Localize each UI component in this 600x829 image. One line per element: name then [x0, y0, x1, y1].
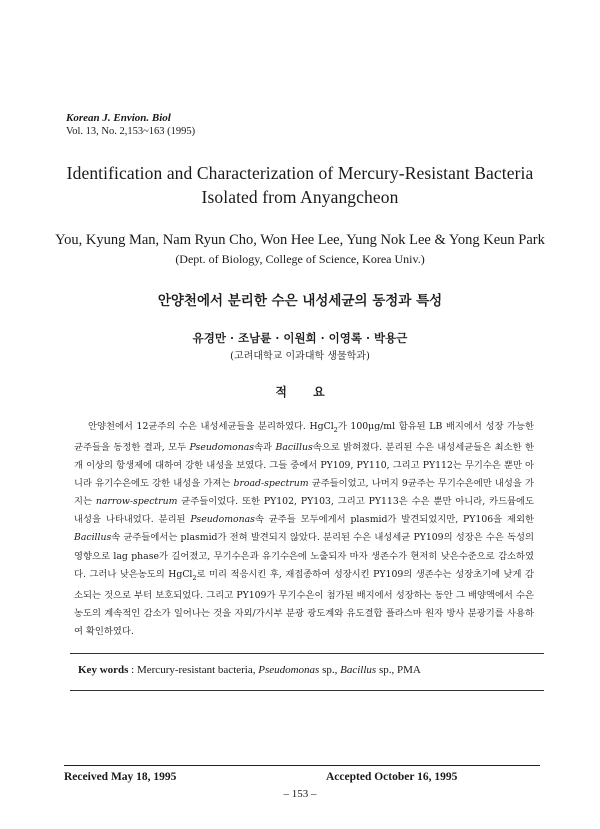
abstract-paragraph: [74, 418, 534, 641]
keyword-genus: Pseudomonas: [258, 664, 320, 676]
abstract-text: 로 미리 적응시킨 후, 재접종하여 성장시킨 PY109의 생존수는 성장초기에 낮게 감소되는 것으로 부터 보호되었다. 그리고 PY109가 무기수은이 첨가된 배지에서 성장하는 동안 그 배양액에서 수은농도의 계속적인 감소가 일어나는 것을 자외/가시부 분광 광도계와 유도결합 플라스마 원자 방사 분광기를 사용하여 확인하였다.: [74, 568, 534, 637]
abstract-text: 속 균주들 모두에게서 plasmid가 발견되었지만, PY106을 제외한: [254, 514, 534, 526]
received-date: Received May 18, 1995: [64, 771, 177, 783]
abstract-heading: 적 요: [275, 385, 325, 399]
genus-name: Bacillus: [275, 441, 313, 453]
keyword-text: sp.,: [319, 664, 341, 676]
genus-name: Pseudomonas: [189, 441, 255, 453]
footer-rule: [64, 765, 540, 766]
abstract-text: 안양천에서 12균주의 수은 내성세균들을 분리하였다. HgCl: [88, 421, 334, 432]
korean-affiliation: (고려대학교 이과대학 생물학과): [230, 351, 370, 362]
keyword-genus: Bacillus: [340, 664, 377, 676]
korean-author-list: 유경만 · 조남륜 · 이원희 · 이영록 · 박용근: [192, 331, 408, 345]
abstract-body: [74, 418, 534, 641]
keywords-separator: :: [128, 664, 137, 676]
term-italic: broad-spectrum: [233, 478, 309, 490]
subscript: 2: [333, 425, 338, 434]
abstract-text: 속과: [254, 441, 276, 453]
abstract-text: 균주들이었다. 또한 PY102, PY103, 그리고 PY113은 수은 뿐만 아니라, 카드뮴에도 내성을 나타내었다. 분리된: [74, 496, 535, 526]
paper-title-line-1: Identification and Characterization of Mercury-Resistant Bacteria: [66, 163, 534, 183]
journal-name: Korean J. Envion. Biol: [66, 112, 171, 124]
abstract-text: 속 균주들에서는 plasmid가 전혀 발견되지 않았다. 분리된 수은 내성세균 PY109의 성장은 수은 독성의 영향으로 lag phase가 길어졌고, 무기수은과 유기수은에 노출되자 마자 생존수가 현저히 낮은수준으로 감소하였다. 그러나 낮은농도의 HgCl: [74, 532, 534, 580]
author-list: You, Kyung Man, Nam Ryun Cho, Won Hee Lee, Yung Nok Lee & Yong Keun Park: [55, 232, 545, 248]
author-affiliation: (Dept. of Biology, College of Science, Korea Univ.): [175, 252, 425, 266]
keywords-top-rule: [70, 653, 544, 654]
keyword-text: sp., PMA: [376, 664, 421, 676]
abstract-text: 속으로 밝혀졌다. 분리된 수은 내성세균들은 최소한 한개 이상의 항생제에 대하여 강한 내성을 보였다. 그들 중에서 PY109, PY110, 그리고 PY112는 무기수은 뿐만 아니라 유기수은에도 강한 내성을 가져는: [74, 441, 534, 490]
abstract-text: 균주들이었고, 나머지 9균주는 무기수은에만 내성을 가지는: [74, 478, 534, 508]
genus-name: Bacillus: [74, 532, 112, 544]
paper-title-line-2: Isolated from Anyangcheon: [201, 187, 399, 207]
keywords-line: [78, 664, 421, 676]
page-number: – 153 –: [283, 788, 317, 800]
subscript: 2: [192, 573, 197, 582]
keywords-label: Key words: [78, 664, 129, 676]
accepted-date: Accepted October 16, 1995: [326, 771, 458, 783]
korean-title: 안양천에서 분리한 수은 내성세균의 동정과 특성: [157, 293, 443, 309]
keywords-bottom-rule: [70, 690, 544, 691]
term-italic: narrow-spectrum: [95, 496, 178, 508]
abstract-text: 가 100μg/ml 함유된 LB 배지에서 성장 가능한 균주들을 동정한 결과, 모두: [74, 421, 534, 453]
keyword-text: Mercury-resistant bacteria,: [136, 664, 259, 676]
genus-name: Pseudomonas: [190, 514, 255, 526]
journal-volume: Vol. 13, No. 2,153~163 (1995): [66, 126, 196, 137]
